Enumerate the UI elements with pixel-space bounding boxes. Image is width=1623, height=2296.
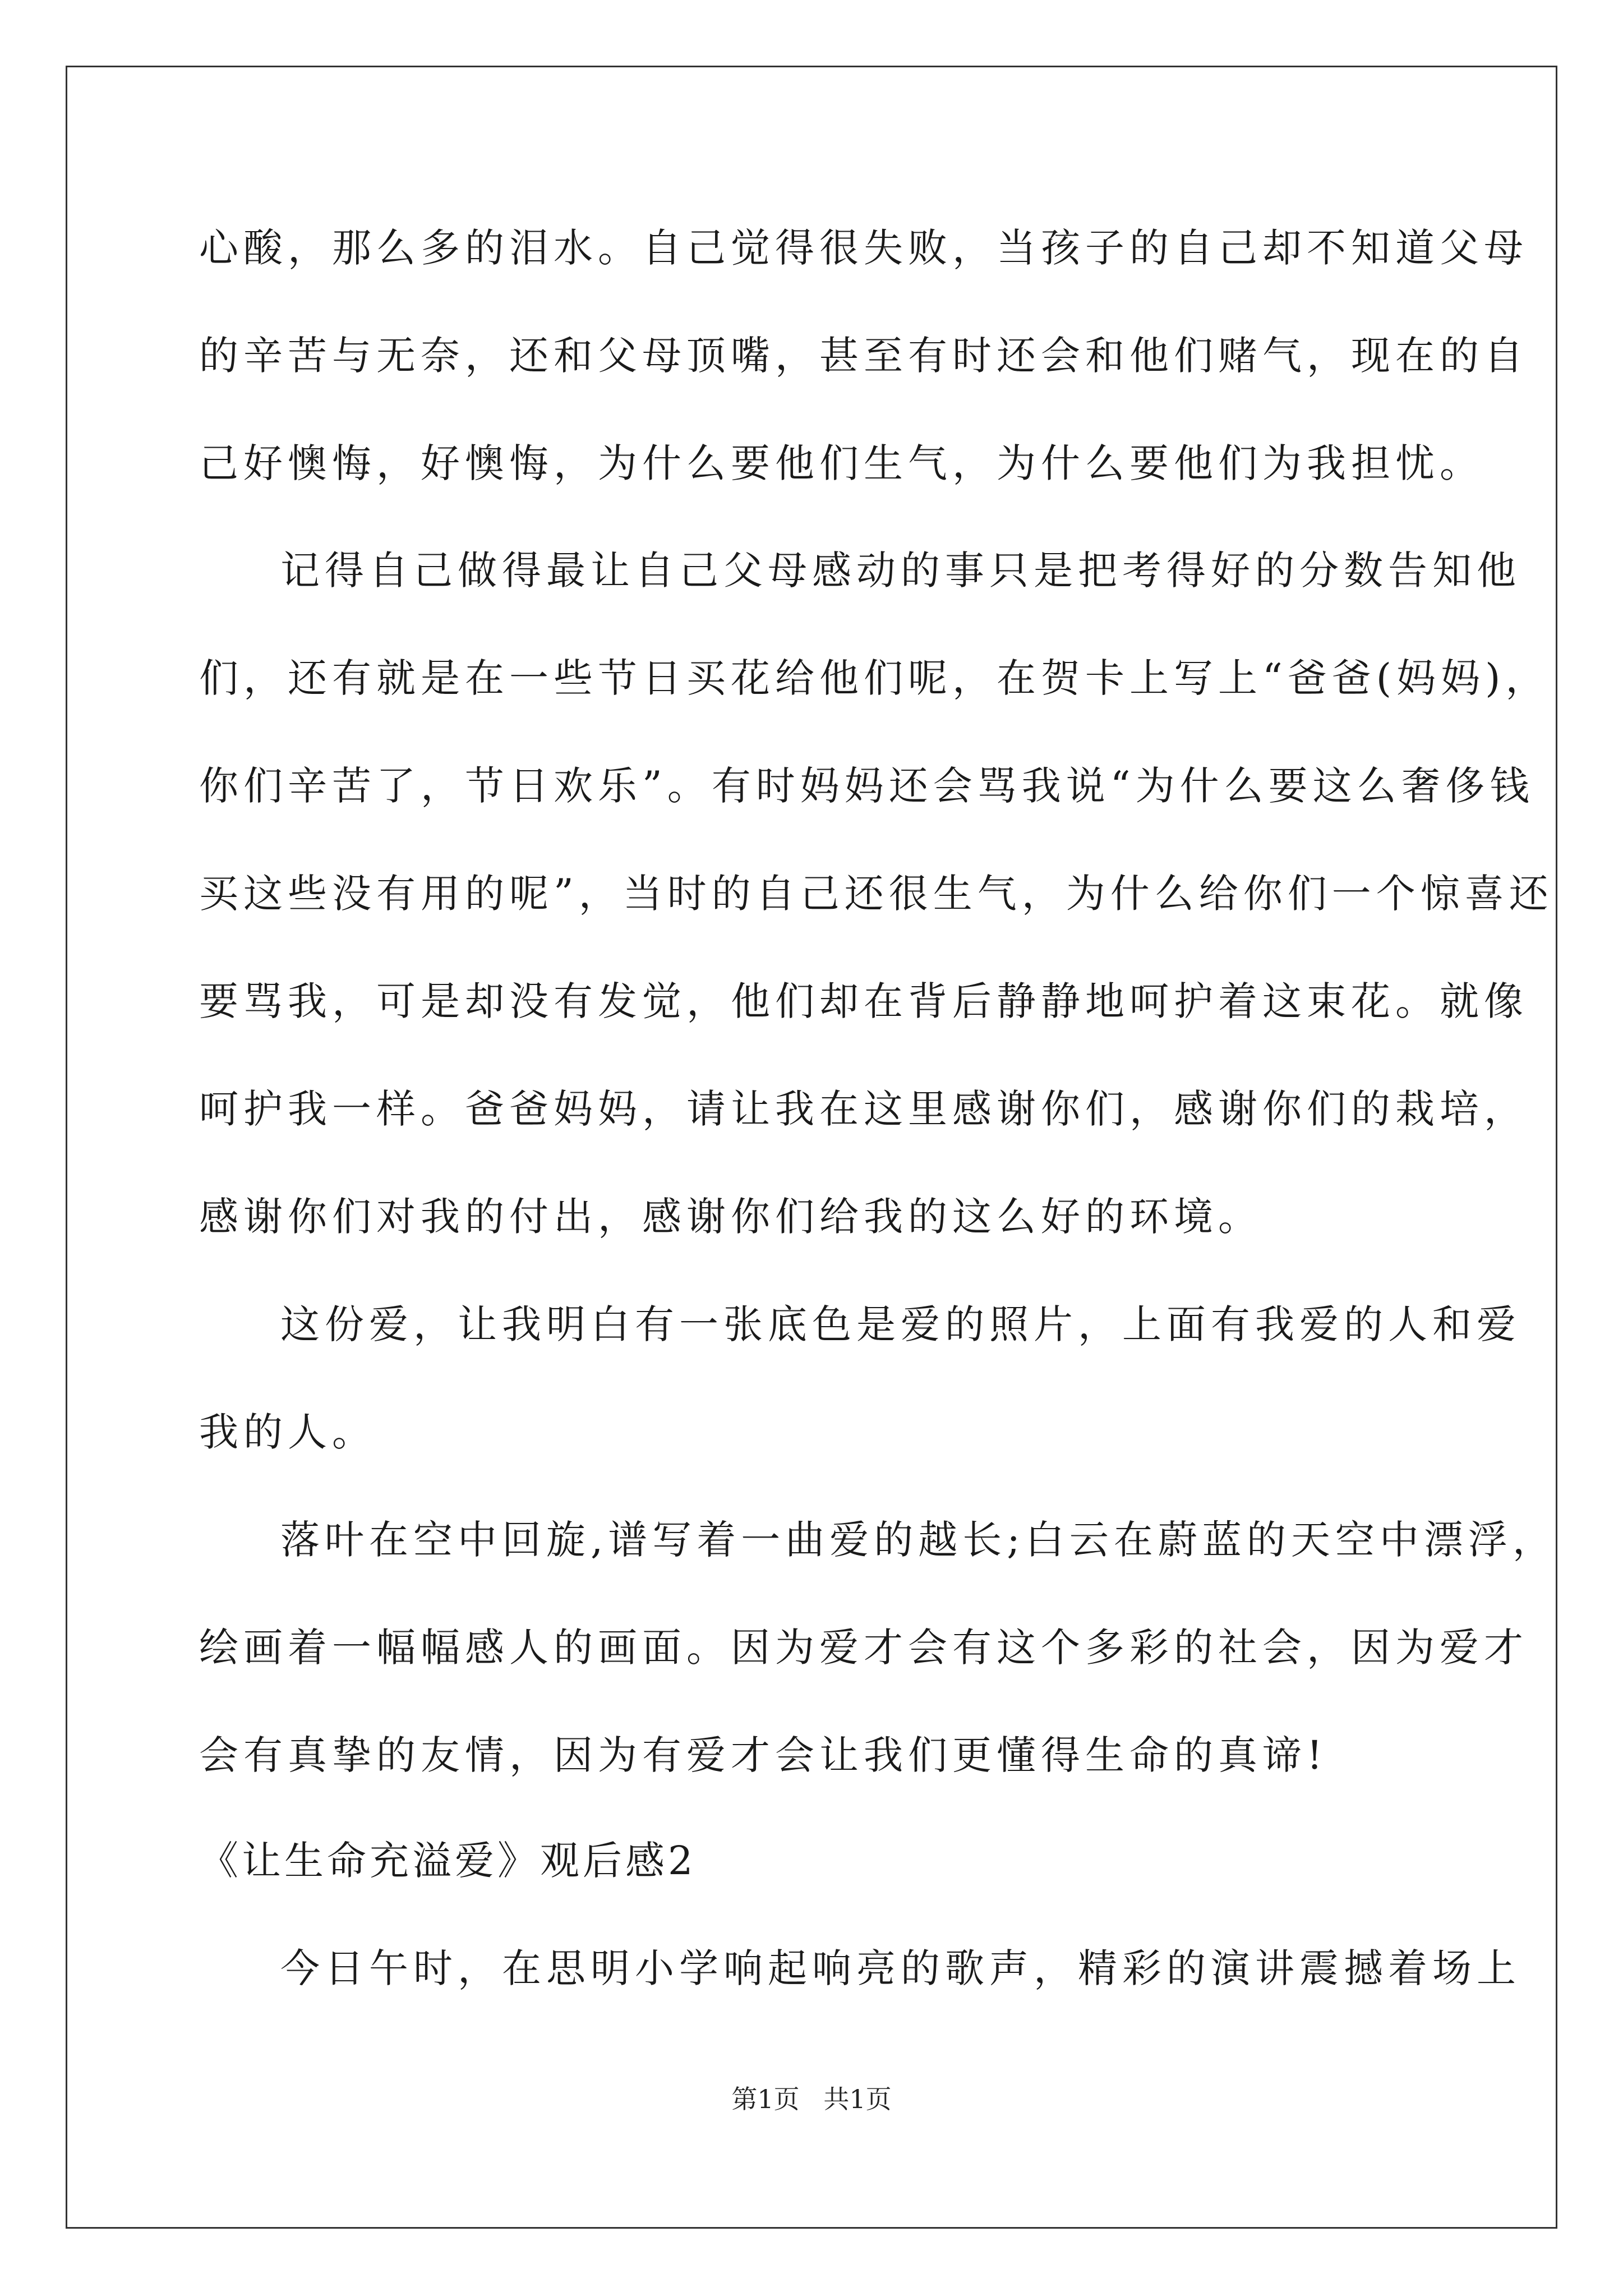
text-line: 们，还有就是在一些节日买花给他们呢，在贺卡上写上“爸爸(妈妈)， — [199, 655, 1550, 701]
text-line: 你们辛苦了，节日欢乐”。有时妈妈还会骂我说“为什么要这么奢侈钱 — [199, 763, 1534, 809]
section-heading: 《让生命充溢爱》观后感2 — [199, 1838, 697, 1884]
text-line: 绘画着一幅幅感人的画面。因为爱才会有这个多彩的社会，因为爱才 — [199, 1625, 1528, 1671]
paragraph-start-line: 记得自己做得最让自己父母感动的事只是把考得好的分数告知他 — [280, 547, 1521, 593]
text-line: 感谢你们对我的付出，感谢你们给我的这么好的环境。 — [199, 1194, 1262, 1240]
text-line: 买这些没有用的呢”，当时的自己还很生气，为什么给你们一个惊喜还 — [199, 871, 1553, 917]
page-border — [66, 66, 1557, 2229]
text-line: 呵护我一样。爸爸妈妈，请让我在这里感谢你们，感谢你们的栽培， — [199, 1086, 1528, 1132]
page-total: 共1页 — [823, 2084, 892, 2114]
text-line: 要骂我，可是却没有发觉，他们却在背后静静地呵护着这束花。就像 — [199, 978, 1528, 1024]
text-line: 心酸，那么多的泪水。自己觉得很失败，当孩子的自己却不知道父母 — [199, 225, 1528, 271]
paragraph-start-line: 这份爱，让我明白有一张底色是爱的照片，上面有我爱的人和爱 — [280, 1301, 1521, 1347]
text-line: 己好懊悔，好懊悔，为什么要他们生气，为什么要他们为我担忧。 — [199, 440, 1484, 486]
text-line: 我的人。 — [199, 1409, 376, 1455]
paragraph-start-line: 今日午时，在思明小学响起响亮的歌声，精彩的演讲震撼着场上 — [280, 1945, 1521, 1991]
page-footer — [0, 2082, 1623, 2116]
text-line: 会有真挚的友情，因为有爱才会让我们更懂得生命的真谛! — [199, 1732, 1328, 1778]
text-line: 的辛苦与无奈，还和父母顶嘴，甚至有时还会和他们赌气，现在的自 — [199, 333, 1528, 379]
page-number: 第1页 — [731, 2084, 800, 2114]
paragraph-start-line: 落叶在空中回旋,谱写着一曲爱的越长;白云在蔚蓝的天空中漂浮， — [280, 1517, 1557, 1563]
